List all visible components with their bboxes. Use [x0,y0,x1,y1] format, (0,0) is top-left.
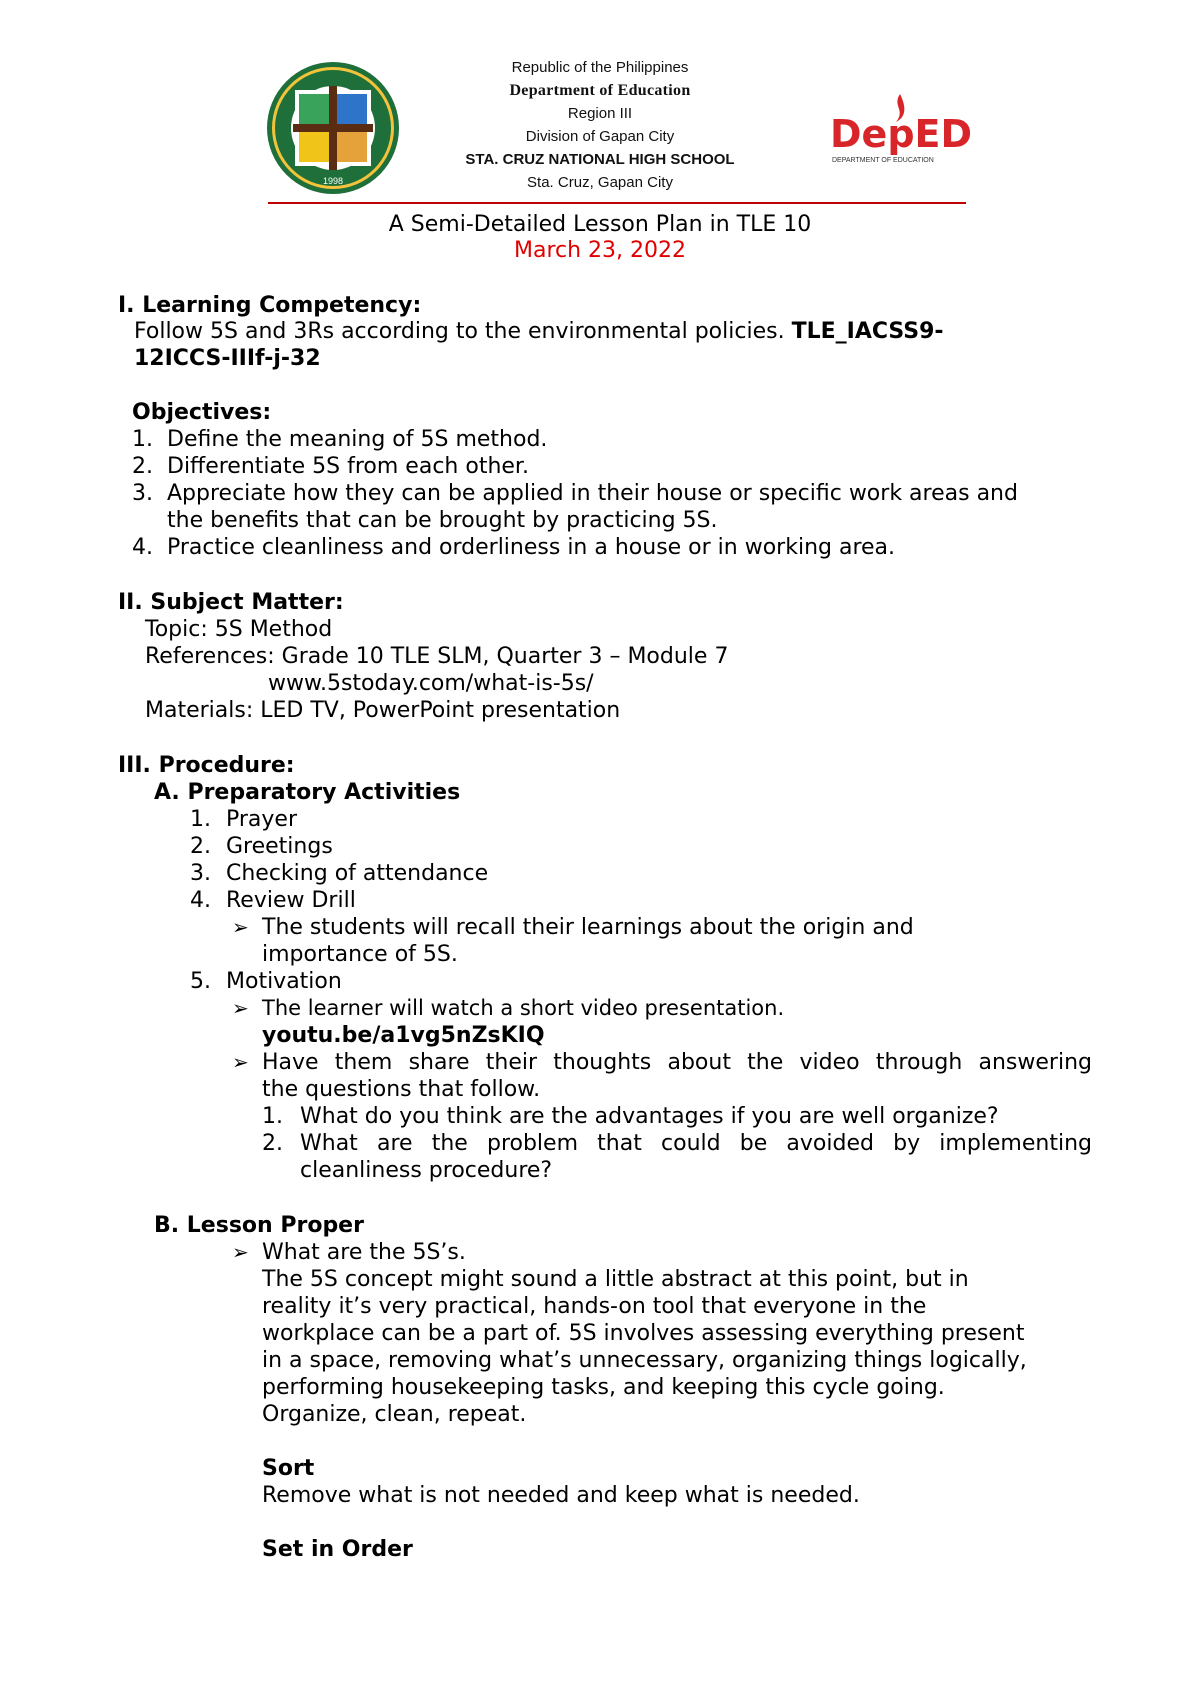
review-bullet: The students will recall their learnings about the origin and [262,915,914,940]
lesson-para-line: reality it’s very practical, hands-on tool that everyone in the [262,1294,927,1319]
subject-references: References: Grade 10 TLE SLM, Quarter 3 – Module 7 [145,644,729,669]
procedure-heading: III. Procedure: [118,753,295,778]
arrow-bullet-icon: ➢ [232,915,249,939]
step-num: 1. [190,807,211,832]
review-bullet-cont: importance of 5S. [262,942,458,967]
question-num: 2. [262,1131,283,1156]
share-bullet: Have them share their thoughts about the video through answering [262,1050,1092,1075]
seal-year: 1998 [322,176,344,186]
school-address: Sta. Cruz, Gapan City [527,174,673,191]
question-text-cont: cleanliness procedure? [300,1158,553,1183]
subject-heading: II. Subject Matter: [118,590,344,615]
header-divider [268,202,966,204]
objective-num: 2. [132,454,153,479]
objectives-heading: Objectives: [132,400,272,425]
share-bullet-cont: the questions that follow. [262,1077,541,1102]
objective-num: 3. [132,481,153,506]
step-num: 2. [190,834,211,859]
competency-heading: I. Learning Competency: [118,293,422,318]
step-text: Review Drill [226,888,356,913]
objective-text: Practice cleanliness and orderliness in a house or in working area. [167,535,896,560]
document-title: A Semi-Detailed Lesson Plan in TLE 10 [388,212,812,237]
sort-heading: Sort [262,1456,315,1481]
lesson-para-line: in a space, removing what’s unnecessary, organizing things logically, [262,1348,1027,1373]
objective-text-cont: the benefits that can be brought by practicing 5S. [167,508,718,533]
prep-heading: A. Preparatory Activities [154,780,461,805]
deped-logo-subtext: DEPARTMENT OF EDUCATION [832,157,934,164]
sort-text: Remove what is not needed and keep what is needed. [262,1483,860,1508]
arrow-bullet-icon: ➢ [232,996,249,1020]
competency-code-a: TLE_IACSS9- [791,319,944,344]
lesson-para-line: Organize, clean, repeat. [262,1402,527,1427]
motivation-bullet: The learner will watch a short video presentation. [262,996,785,1020]
step-text: Checking of attendance [226,861,489,886]
step-num: 5. [190,969,211,994]
deped-logo-text: DepED [830,112,970,156]
competency-code-b: 12ICCS-IIIf-j-32 [134,346,321,371]
subject-topic: Topic: 5S Method [145,617,333,642]
letterhead [400,56,800,194]
subject-materials: Materials: LED TV, PowerPoint presentation [145,698,621,723]
department-line: Department of Education [509,82,691,99]
objective-text: Define the meaning of 5S method. [167,427,548,452]
region-line: Region III [567,105,633,122]
step-text: Prayer [226,807,298,832]
lesson-heading: B. Lesson Proper [154,1213,364,1238]
set-in-order-heading: Set in Order [262,1537,413,1562]
lesson-para-line: performing housekeeping tasks, and keeping this cycle going. [262,1375,945,1400]
step-text: Greetings [226,834,333,859]
deped-logo [830,92,970,168]
republic-line: Republic of the Philippines [511,59,689,76]
lesson-bullet: What are the 5S’s. [262,1240,466,1265]
arrow-bullet-icon: ➢ [232,1240,249,1264]
objective-num: 1. [132,427,153,452]
document-date: March 23, 2022 [513,238,687,263]
objective-num: 4. [132,535,153,560]
question-num: 1. [262,1104,283,1129]
question-text: What are the problem that could be avoided by implementing [300,1131,1092,1156]
competency-text-line [134,318,944,345]
subject-url: www.5stoday.com/what-is-5s/ [268,671,594,696]
competency-text: Follow 5S and 3Rs according to the environmental policies. [134,319,785,344]
step-num: 3. [190,861,211,886]
step-text: Motivation [226,969,342,994]
lesson-para-line: The 5S concept might sound a little abstract at this point, but in [262,1267,969,1292]
step-num: 4. [190,888,211,913]
question-text: What do you think are the advantages if you are well organize? [300,1104,999,1129]
arrow-bullet-icon: ➢ [232,1050,249,1074]
lesson-para-line: workplace can be a part of. 5S involves assessing everything present [262,1321,1025,1346]
school-name: STA. CRUZ NATIONAL HIGH SCHOOL [465,151,735,168]
objective-text: Differentiate 5S from each other. [167,454,529,479]
objective-text: Appreciate how they can be applied in their house or specific work areas and [167,481,1018,506]
school-seal-logo [265,60,401,196]
video-link[interactable]: youtu.be/a1vg5nZsKIQ [262,1023,545,1048]
division-line: Division of Gapan City [525,128,675,145]
